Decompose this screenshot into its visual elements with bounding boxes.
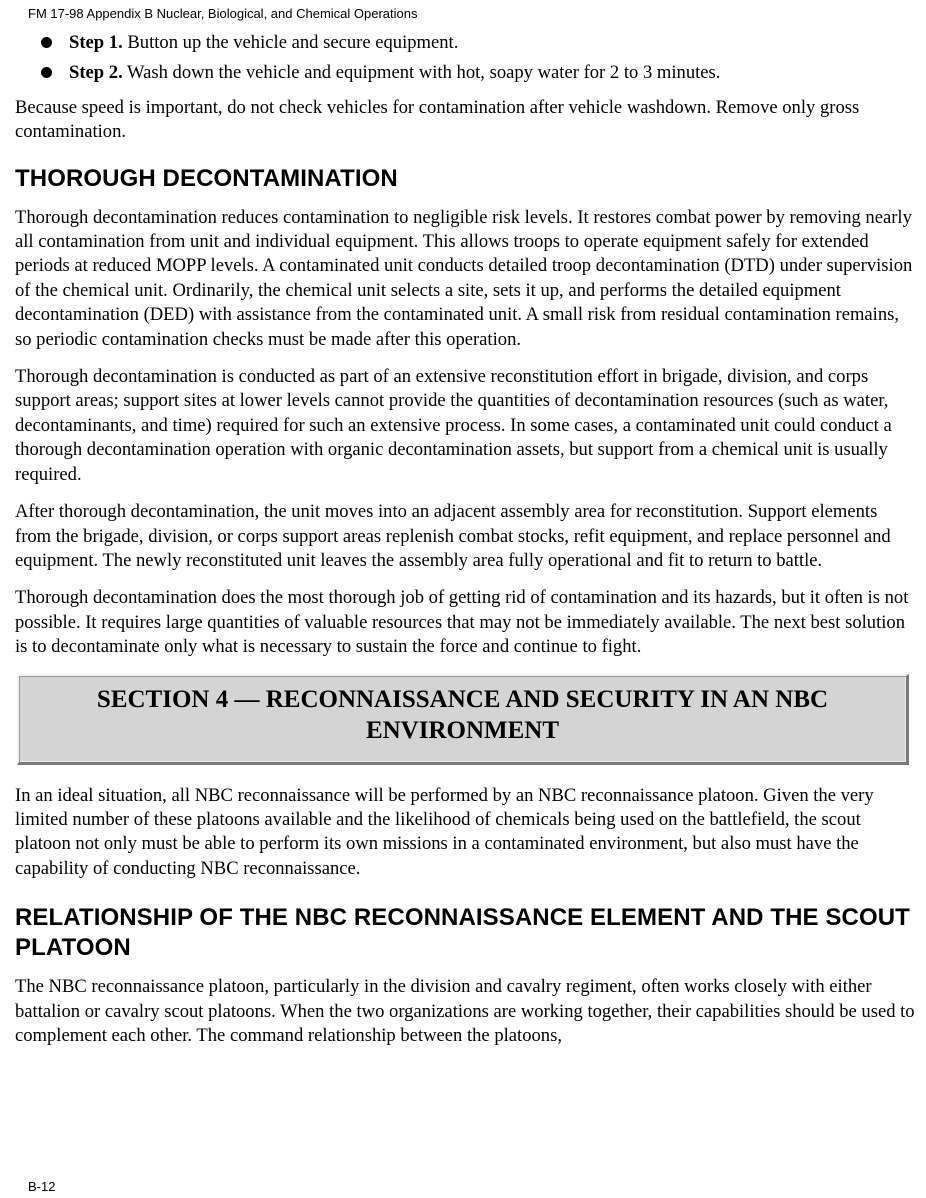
section-title-line: ENVIRONMENT bbox=[365, 716, 560, 744]
paragraph: Thorough decontamination does the most thorough job of getting rid of contamination and its hazards, but it often is not possible. It requires large quantities of valuable resources that may not be immediately available. The next best solution is to decontaminate only what is necessary to sustain the force and continue to fight. bbox=[15, 587, 909, 658]
page-number: B-12 bbox=[28, 1179, 56, 1194]
bullet-icon bbox=[41, 37, 52, 48]
intro-paragraph: Because speed is important, do not check vehicles for contamination after vehicle washdown. Remove only gross contamination. bbox=[15, 96, 860, 143]
running-head: FM 17-98 Appendix B Nuclear, Biological, and Chemical Operations bbox=[28, 6, 418, 21]
section-title-line: SECTION 4 — RECONNAISSANCE AND SECURITY IN AN NBC bbox=[96, 685, 829, 713]
step-item bbox=[41, 31, 915, 55]
step-text: Wash down the vehicle and equipment with hot, soapy water for 2 to 3 minutes. bbox=[122, 62, 721, 84]
paragraph: Thorough decontamination is conducted as part of an extensive reconstitution effort in brigade, division, and corps support areas; support sites at lower levels cannot provide the quantities of decontamination resources (such as water, decontaminants, and time) required for such an extensive process. In some cases, a contaminated unit could conduct a thorough decontamination operation with organic decontamination assets, but support from a chemical unit is usually required. bbox=[15, 366, 892, 485]
section-paragraph: In an ideal situation, all NBC reconnaissance will be performed by an NBC reconnaissance platoon. Given the very limited number of these platoons available and the likelihood of chemicals being used on the battlefield, the scout platoon not only must be able to perform its own missions in a contaminated environment, but also must have the capability of conducting NBC reconnaissance. bbox=[15, 784, 874, 879]
page-content bbox=[15, 31, 915, 1048]
paragraph: After thorough decontamination, the unit moves into an adjacent assembly area for reconstitution. Support elements from the brigade, division, or corps support areas replenish combat stocks, refit equipment, and replace personnel and equipment. The newly reconstituted unit leaves the assembly area fully operational and fit to return to battle. bbox=[15, 501, 891, 571]
step-label: Step 1. bbox=[69, 32, 123, 53]
step-item bbox=[41, 61, 915, 85]
relationship-paragraph: The NBC reconnaissance platoon, particularly in the division and cavalry regiment, often works closely with either battalion or cavalry scout platoons. When the two organizations are working together, their capabilities should be used to complement each other. The command relationship between the platoons, bbox=[15, 976, 915, 1046]
heading-thorough-decontamination: THOROUGH DECONTAMINATION bbox=[15, 164, 398, 192]
section-title-box bbox=[17, 674, 909, 765]
heading-relationship: RELATIONSHIP OF THE NBC RECONNAISSANCE ELEMENT AND THE SCOUT PLATOON bbox=[15, 904, 910, 962]
step-label: Step 2. bbox=[69, 62, 123, 84]
step-text: Button up the vehicle and secure equipment. bbox=[122, 32, 459, 53]
step-list bbox=[15, 31, 915, 86]
paragraph: Thorough decontamination reduces contamination to negligible risk levels. It restores combat power by removing nearly all contamination from unit and individual equipment. This allows troops to operate equipment safely for extended periods at reduced MOPP levels. A contaminated unit conducts detailed troop decontamination (DTD) under supervision of the chemical unit. Ordinarily, the chemical unit selects a site, sets it up, and performs the detailed equipment decontamination (DED) with assistance from the contaminated unit. A small risk from residual contamination remains, so periodic contamination checks must be made after this operation. bbox=[15, 206, 913, 350]
bullet-icon bbox=[41, 67, 52, 78]
